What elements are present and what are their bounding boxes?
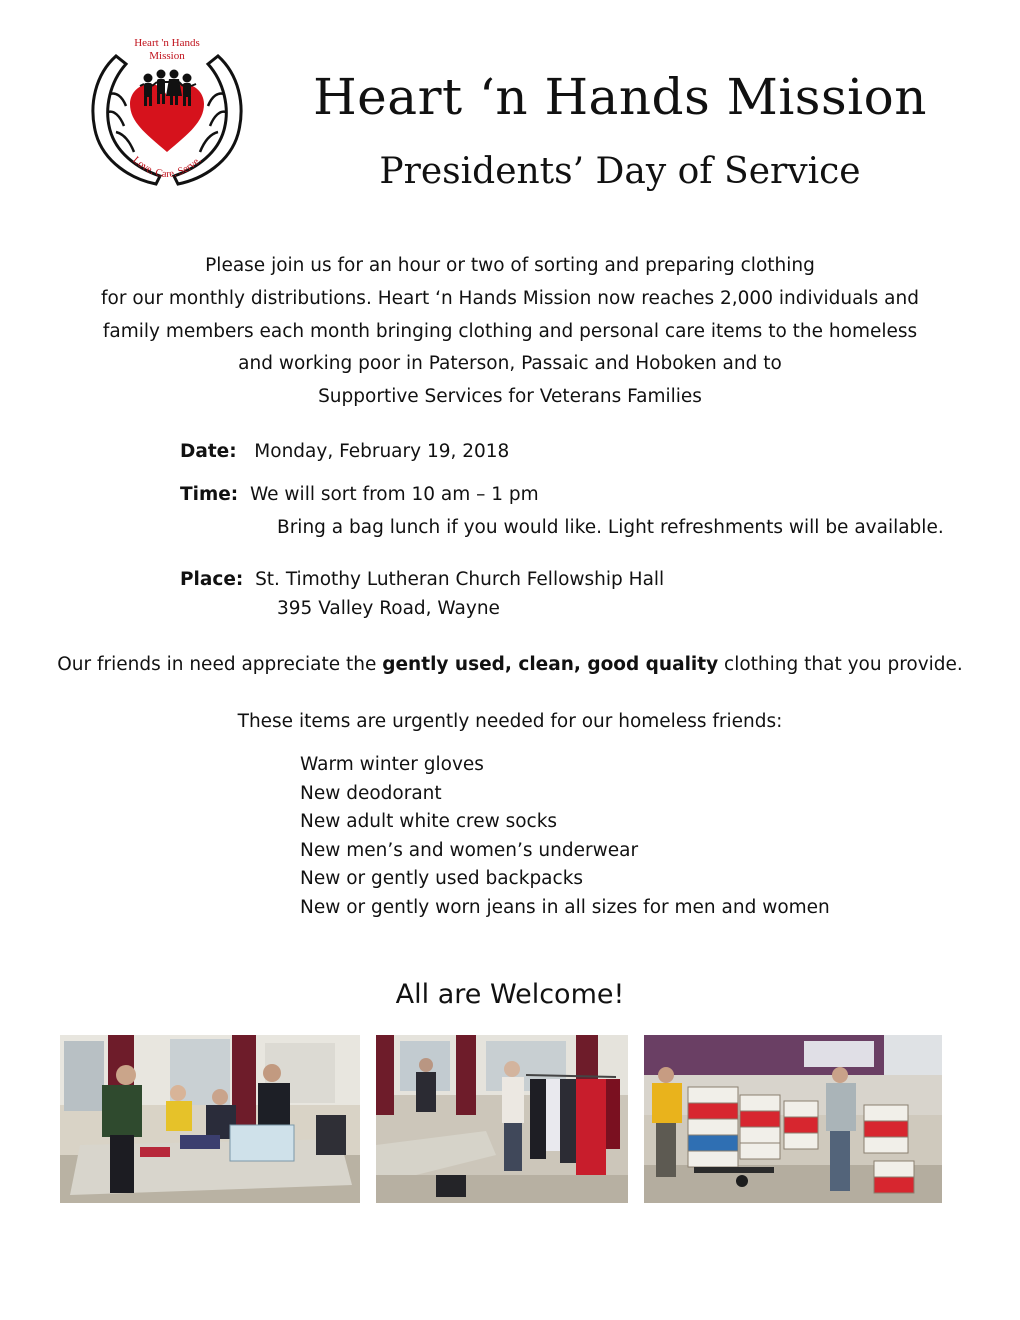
photo-sorting-table <box>60 1035 360 1203</box>
intro-line: Supportive Services for Veterans Families <box>318 386 702 408</box>
appreciation-after: clothing that you provide. <box>718 654 963 675</box>
list-item: Warm winter gloves <box>300 754 484 775</box>
photo-clothing-racks <box>376 1035 628 1203</box>
logo-tagline: Love. Care. Serve. <box>130 154 204 181</box>
mission-logo <box>86 34 248 192</box>
appreciation-line <box>20 650 1000 680</box>
time-row <box>180 480 539 510</box>
photo-shoe-boxes <box>644 1035 942 1203</box>
intro-line: and working poor in Paterson, Passaic and Hoboken and to <box>238 353 782 375</box>
list-item: New or gently used backpacks <box>300 868 584 890</box>
page-title: Heart ‘n Hands Mission <box>313 68 927 126</box>
welcome-text: All are Welcome! <box>395 979 625 1010</box>
needs-list <box>300 751 830 923</box>
date-label: Date: <box>180 441 237 462</box>
logo-graphic <box>86 34 248 192</box>
time-label: Time: <box>180 484 239 505</box>
time-value: We will sort from 10 am – 1 pm <box>249 484 539 505</box>
date-row <box>180 437 509 467</box>
intro-paragraph <box>40 250 980 414</box>
appreciation-bold: gently used, clean, good quality <box>382 654 719 675</box>
place-line1: St. Timothy Lutheran Church Fellowship Hall <box>255 569 665 590</box>
place-row <box>180 565 664 595</box>
intro-line: family members each month bringing clothing and personal care items to the homeless <box>102 320 918 342</box>
place-label: Place: <box>180 569 244 590</box>
appreciation-before: Our friends in need appreciate the <box>57 654 383 675</box>
time-note: Bring a bag lunch if you would like. Light refreshments will be available. <box>277 517 944 538</box>
intro-line: for our monthly distributions. Heart ‘n Hands Mission now reaches 2,000 individuals and <box>101 287 919 309</box>
date-value: Monday, February 19, 2018 <box>254 441 510 462</box>
page-subtitle: Presidents’ Day of Service <box>379 151 861 192</box>
list-item: New men’s and women’s underwear <box>300 839 639 861</box>
logo-name-line2: Mission <box>149 50 185 62</box>
list-item: New adult white crew socks <box>300 811 558 833</box>
needs-heading: These items are urgently needed for our homeless friends: <box>237 711 783 732</box>
intro-line: Please join us for an hour or two of sorting and preparing clothing <box>205 255 815 276</box>
logo-name-line1: Heart 'n Hands <box>134 37 200 49</box>
list-item: New or gently worn jeans in all sizes for men and women <box>300 896 830 918</box>
list-item: New deodorant <box>300 782 442 804</box>
place-line2: 395 Valley Road, Wayne <box>277 598 500 619</box>
